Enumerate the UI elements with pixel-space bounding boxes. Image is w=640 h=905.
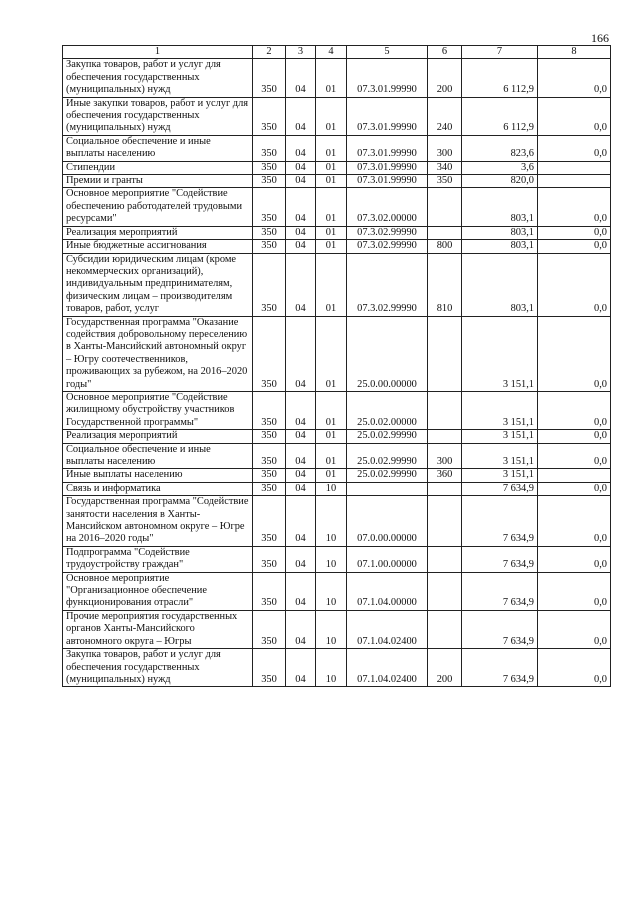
row-amount: 6 112,9: [462, 97, 538, 135]
row-subsection-code: 01: [316, 391, 347, 429]
row-amount: 7 634,9: [462, 496, 538, 547]
table-row: [63, 430, 611, 443]
row-expense-type: 200: [428, 59, 462, 97]
row-amount-extra: 0,0: [538, 496, 611, 547]
row-ministry-code: 350: [253, 175, 286, 188]
row-target-article: 07.1.04.02400: [347, 610, 428, 648]
row-ministry-code: 350: [253, 59, 286, 97]
row-name: Прочие мероприятия государственных органов Ханты-Мансийского автономного округа – Югры: [63, 610, 253, 648]
row-subsection-code: 01: [316, 226, 347, 239]
row-expense-type: 360: [428, 469, 462, 482]
row-subsection-code: 10: [316, 546, 347, 572]
row-ministry-code: 350: [253, 430, 286, 443]
row-section-code: 04: [286, 175, 316, 188]
row-target-article: 07.3.01.99990: [347, 135, 428, 161]
row-ministry-code: 350: [253, 649, 286, 687]
row-subsection-code: 01: [316, 188, 347, 226]
row-subsection-code: 01: [316, 240, 347, 253]
row-expense-type: [428, 430, 462, 443]
row-section-code: 04: [286, 135, 316, 161]
row-amount-extra: 0,0: [538, 649, 611, 687]
row-name: Субсидии юридическим лицам (кроме некоммерческих организаций), индивидуальным предпринимателям, физическим лицам – производителям товаров, работ, услуг: [63, 253, 253, 316]
row-amount-extra: 0,0: [538, 430, 611, 443]
table-row: [63, 240, 611, 253]
row-section-code: 04: [286, 161, 316, 174]
row-expense-type: 340: [428, 161, 462, 174]
row-ministry-code: 350: [253, 482, 286, 495]
row-amount-extra: 0,0: [538, 546, 611, 572]
row-subsection-code: 01: [316, 253, 347, 316]
row-target-article: 07.1.04.02400: [347, 649, 428, 687]
row-amount-extra: 0,0: [538, 253, 611, 316]
row-target-article: 07.3.02.00000: [347, 188, 428, 226]
row-name: Социальное обеспечение и иные выплаты населению: [63, 135, 253, 161]
row-expense-type: 350: [428, 175, 462, 188]
row-name: Закупка товаров, работ и услуг для обеспечения государственных (муниципальных) нужд: [63, 59, 253, 97]
row-subsection-code: 01: [316, 175, 347, 188]
row-subsection-code: 01: [316, 161, 347, 174]
row-subsection-code: 01: [316, 316, 347, 391]
row-name: Социальное обеспечение и иные выплаты населению: [63, 443, 253, 469]
row-expense-type: 200: [428, 649, 462, 687]
row-name: Государственная программа "Оказание содействия добровольному переселению в Ханты-Мансийский автономный округ – Югру соотечественников, проживающих за рубежом, на 2016–2020 годы": [63, 316, 253, 391]
row-name: Основное мероприятие "Организационное обеспечение функционирования отрасли": [63, 572, 253, 610]
row-section-code: 04: [286, 469, 316, 482]
row-name: Государственная программа "Содействие занятости населения в Ханты-Мансийском автономном округе – Югре на 2016–2020 годы": [63, 496, 253, 547]
row-ministry-code: 350: [253, 391, 286, 429]
row-name: Реализация мероприятий: [63, 430, 253, 443]
row-section-code: 04: [286, 482, 316, 495]
row-amount-extra: [538, 161, 611, 174]
row-amount-extra: 0,0: [538, 391, 611, 429]
row-name: Реализация мероприятий: [63, 226, 253, 239]
row-amount-extra: 0,0: [538, 97, 611, 135]
row-amount: 820,0: [462, 175, 538, 188]
row-expense-type: 300: [428, 135, 462, 161]
row-section-code: 04: [286, 253, 316, 316]
row-subsection-code: 01: [316, 135, 347, 161]
row-subsection-code: 01: [316, 59, 347, 97]
row-amount: 6 112,9: [462, 59, 538, 97]
row-expense-type: [428, 546, 462, 572]
row-amount: 3 151,1: [462, 469, 538, 482]
row-amount: 7 634,9: [462, 572, 538, 610]
row-expense-type: [428, 482, 462, 495]
row-name: Иные бюджетные ассигнования: [63, 240, 253, 253]
row-section-code: 04: [286, 572, 316, 610]
table-row: [63, 188, 611, 226]
row-subsection-code: 01: [316, 443, 347, 469]
row-amount: 7 634,9: [462, 649, 538, 687]
row-ministry-code: 350: [253, 188, 286, 226]
row-amount-extra: 0,0: [538, 188, 611, 226]
row-amount-extra: 0,0: [538, 443, 611, 469]
row-expense-type: [428, 496, 462, 547]
row-ministry-code: 350: [253, 496, 286, 547]
row-name: Подпрограмма "Содействие трудоустройству граждан": [63, 546, 253, 572]
table-row: [63, 59, 611, 97]
row-amount-extra: 0,0: [538, 226, 611, 239]
row-ministry-code: 350: [253, 546, 286, 572]
row-name: Закупка товаров, работ и услуг для обеспечения государственных (муниципальных) нужд: [63, 649, 253, 687]
table-row: [63, 161, 611, 174]
row-ministry-code: 350: [253, 240, 286, 253]
row-ministry-code: 350: [253, 97, 286, 135]
column-header-2: 2: [253, 46, 286, 59]
table-row: [63, 443, 611, 469]
row-amount: 7 634,9: [462, 546, 538, 572]
row-section-code: 04: [286, 496, 316, 547]
row-target-article: 07.1.00.00000: [347, 546, 428, 572]
row-name: Иные закупки товаров, работ и услуг для обеспечения государственных (муниципальных) нужд: [63, 97, 253, 135]
table-row: [63, 175, 611, 188]
row-name: Основное мероприятие "Содействие жилищному обустройству участников Государственной программы": [63, 391, 253, 429]
row-subsection-code: 01: [316, 430, 347, 443]
row-expense-type: 300: [428, 443, 462, 469]
table-row: [63, 572, 611, 610]
row-target-article: 07.3.01.99990: [347, 97, 428, 135]
row-target-article: 07.3.01.99990: [347, 59, 428, 97]
row-name: Стипендии: [63, 161, 253, 174]
column-header-6: 6: [428, 46, 462, 59]
table-row: [63, 610, 611, 648]
column-header-3: 3: [286, 46, 316, 59]
table-row: [63, 97, 611, 135]
row-amount: 3 151,1: [462, 443, 538, 469]
row-target-article: 07.0.00.00000: [347, 496, 428, 547]
row-target-article: 07.3.02.99990: [347, 253, 428, 316]
row-ministry-code: 350: [253, 572, 286, 610]
row-expense-type: [428, 188, 462, 226]
row-expense-type: [428, 316, 462, 391]
row-subsection-code: 10: [316, 649, 347, 687]
row-amount: 823,6: [462, 135, 538, 161]
row-amount-extra: [538, 175, 611, 188]
row-amount-extra: 0,0: [538, 572, 611, 610]
row-section-code: 04: [286, 97, 316, 135]
row-subsection-code: 10: [316, 610, 347, 648]
row-section-code: 04: [286, 316, 316, 391]
row-subsection-code: 01: [316, 97, 347, 135]
row-section-code: 04: [286, 649, 316, 687]
column-header-5: 5: [347, 46, 428, 59]
row-section-code: 04: [286, 610, 316, 648]
row-expense-type: 810: [428, 253, 462, 316]
row-section-code: 04: [286, 226, 316, 239]
row-target-article: 25.0.02.00000: [347, 391, 428, 429]
table-row: [63, 226, 611, 239]
row-target-article: 25.0.02.99990: [347, 443, 428, 469]
row-amount: 7 634,9: [462, 610, 538, 648]
table-body: [63, 59, 611, 687]
table-row: [63, 135, 611, 161]
table-row: [63, 253, 611, 316]
row-subsection-code: 01: [316, 469, 347, 482]
row-section-code: 04: [286, 443, 316, 469]
column-header-8: 8: [538, 46, 611, 59]
budget-table: [62, 45, 611, 687]
column-header-4: 4: [316, 46, 347, 59]
row-expense-type: [428, 610, 462, 648]
row-section-code: 04: [286, 188, 316, 226]
row-target-article: 07.3.01.99990: [347, 175, 428, 188]
table-row: [63, 482, 611, 495]
table-row: [63, 496, 611, 547]
row-target-article: 25.0.02.99990: [347, 469, 428, 482]
row-amount-extra: 0,0: [538, 610, 611, 648]
row-name: Премии и гранты: [63, 175, 253, 188]
row-ministry-code: 350: [253, 161, 286, 174]
row-ministry-code: 350: [253, 226, 286, 239]
row-target-article: 07.1.04.00000: [347, 572, 428, 610]
row-expense-type: 240: [428, 97, 462, 135]
row-amount: 803,1: [462, 226, 538, 239]
row-ministry-code: 350: [253, 135, 286, 161]
row-amount-extra: 0,0: [538, 135, 611, 161]
row-expense-type: [428, 572, 462, 610]
row-target-article: 07.3.02.99990: [347, 240, 428, 253]
row-amount: 3 151,1: [462, 391, 538, 429]
row-amount: 803,1: [462, 240, 538, 253]
row-section-code: 04: [286, 391, 316, 429]
column-header-1: 1: [63, 46, 253, 59]
row-name: Иные выплаты населению: [63, 469, 253, 482]
row-amount: 803,1: [462, 188, 538, 226]
row-amount: 7 634,9: [462, 482, 538, 495]
row-target-article: 25.0.00.00000: [347, 316, 428, 391]
row-expense-type: [428, 226, 462, 239]
row-section-code: 04: [286, 59, 316, 97]
row-section-code: 04: [286, 430, 316, 443]
row-expense-type: [428, 391, 462, 429]
row-amount: 3 151,1: [462, 430, 538, 443]
row-ministry-code: 350: [253, 253, 286, 316]
row-name: Основное мероприятие "Содействие обеспечению работодателей трудовыми ресурсами": [63, 188, 253, 226]
table-row: [63, 391, 611, 429]
row-expense-type: 800: [428, 240, 462, 253]
column-header-7: 7: [462, 46, 538, 59]
row-amount-extra: [538, 469, 611, 482]
table-row: [63, 546, 611, 572]
row-ministry-code: 350: [253, 610, 286, 648]
row-amount-extra: 0,0: [538, 482, 611, 495]
table-header-row: [63, 46, 611, 59]
row-amount-extra: 0,0: [538, 240, 611, 253]
row-target-article: 07.3.01.99990: [347, 161, 428, 174]
row-name: Связь и информатика: [63, 482, 253, 495]
row-amount: 3,6: [462, 161, 538, 174]
row-subsection-code: 10: [316, 482, 347, 495]
table-row: [63, 316, 611, 391]
row-subsection-code: 10: [316, 572, 347, 610]
row-target-article: [347, 482, 428, 495]
row-target-article: 07.3.02.99990: [347, 226, 428, 239]
table-row: [63, 469, 611, 482]
row-ministry-code: 350: [253, 469, 286, 482]
page-number: 166: [591, 31, 609, 45]
row-ministry-code: 350: [253, 443, 286, 469]
row-ministry-code: 350: [253, 316, 286, 391]
row-amount-extra: 0,0: [538, 316, 611, 391]
row-section-code: 04: [286, 546, 316, 572]
row-subsection-code: 10: [316, 496, 347, 547]
row-amount: 803,1: [462, 253, 538, 316]
table-row: [63, 649, 611, 687]
row-section-code: 04: [286, 240, 316, 253]
row-amount-extra: 0,0: [538, 59, 611, 97]
row-amount: 3 151,1: [462, 316, 538, 391]
row-target-article: 25.0.02.99990: [347, 430, 428, 443]
